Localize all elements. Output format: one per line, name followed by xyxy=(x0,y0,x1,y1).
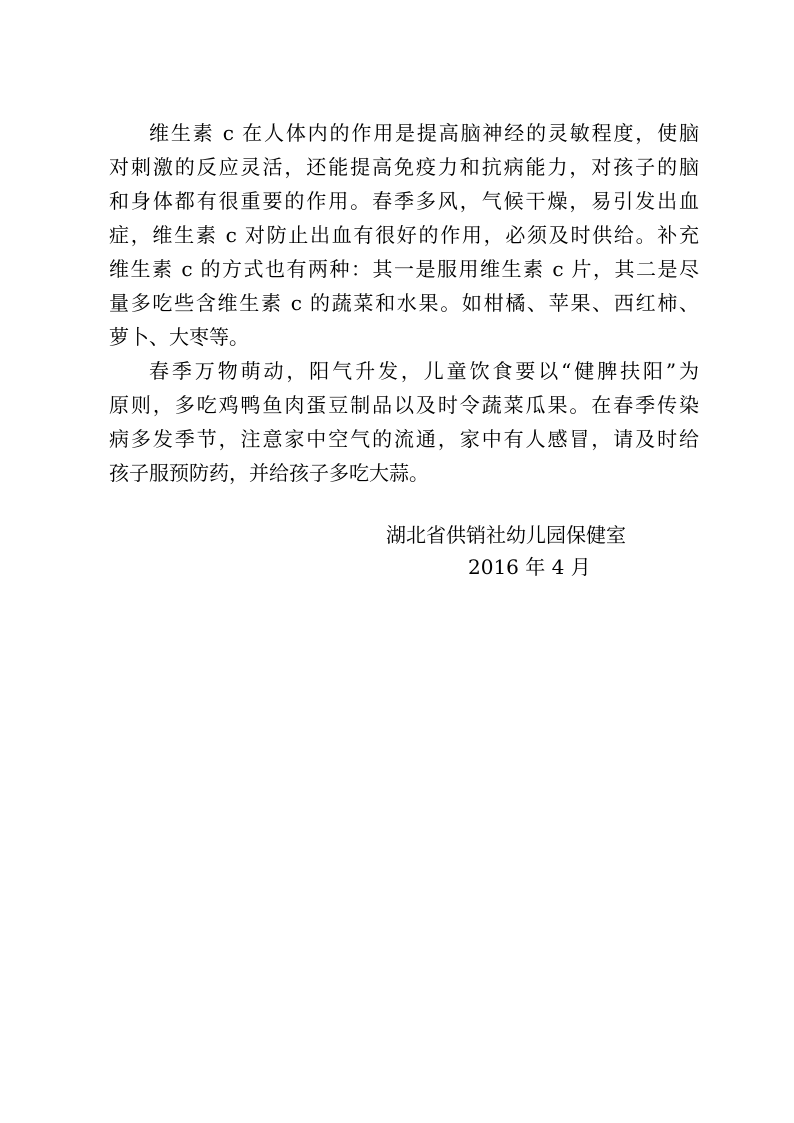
paragraph-1-line-7: 萝卜、大枣等。 xyxy=(109,325,249,349)
paragraph-1-line-1: 维生素 c 在人体内的作用是提高脑神经的灵敏程度，使脑 xyxy=(149,121,699,145)
paragraph-1-line-2: 对刺激的反应灵活，还能提高免疫力和抗病能力，对孩子的脑 xyxy=(109,155,699,179)
paragraph-2-line-1: 春季万物萌动，阳气升发，儿童饮食要以“健脾扶阳”为 xyxy=(149,359,699,383)
paragraph-1-line-3: 和身体都有很重要的作用。春季多风，气候干燥，易引发出血 xyxy=(109,189,699,213)
signature-date: 2016 年 4 月 xyxy=(468,555,591,579)
paragraph-2-line-4: 孩子服预防药，并给孩子多吃大蒜。 xyxy=(109,461,429,485)
paragraph-2-line-3: 病多发季节，注意家中空气的流通，家中有人感冒，请及时给 xyxy=(109,427,699,451)
paragraph-2-line-2: 原则，多吃鸡鸭鱼肉蛋豆制品以及时令蔬菜瓜果。在春季传染 xyxy=(109,393,699,417)
signature-organization: 湖北省供销社幼儿园保健室 xyxy=(386,523,626,547)
paragraph-1-line-5: 维生素 c 的方式也有两种：其一是服用维生素 c 片，其二是尽 xyxy=(109,257,699,281)
paragraph-1-line-6: 量多吃些含维生素 c 的蔬菜和水果。如柑橘、苹果、西红柿、 xyxy=(109,291,699,315)
paragraph-1-line-4: 症，维生素 c 对防止出血有很好的作用，必须及时供给。补充 xyxy=(109,223,699,247)
